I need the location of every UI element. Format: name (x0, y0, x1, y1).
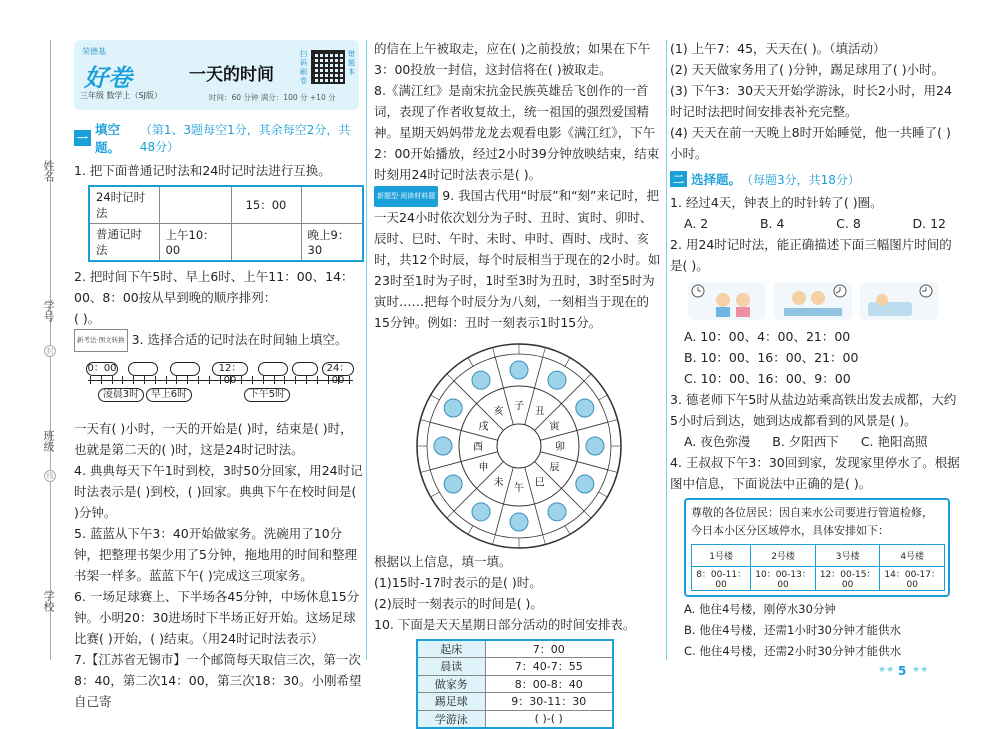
timeline-tick (252, 376, 253, 384)
table-cell[interactable] (159, 186, 231, 224)
section-choice (670, 170, 960, 188)
water-notice (684, 498, 950, 597)
timeline-label: 12：00 (212, 362, 248, 376)
zodiac-animal-icon (548, 503, 566, 521)
question-10: 10. 下面是天天星期日部分活动的时间安排表。 (374, 617, 636, 632)
question-6: 6. 一场足球赛上、下半场各45分钟，中场休息15分钟。小明20：30进场时下半场正好开始。这场足球比赛( )开始，( )结束。（用24时记时法表示） (74, 589, 360, 646)
table-cell: 8：00-8：40 (485, 675, 613, 693)
option[interactable]: C. 8 (836, 216, 861, 231)
table-cell: 学游泳 (417, 710, 485, 728)
column-2 (374, 38, 664, 729)
kids-picture-2 (774, 282, 852, 320)
timeline-tick (133, 376, 134, 384)
question-10-sub1: (1) 上午7：45，天天在( )。（填活动） (670, 41, 886, 56)
water-schedule-table (691, 544, 945, 591)
table-cell: 14：00-17：00 (880, 567, 945, 591)
zodiac-animal-icon (510, 361, 528, 379)
page-number: 5 (898, 664, 907, 678)
question-3 (74, 329, 364, 352)
zodiac-animal-icon (576, 399, 594, 417)
timeline-tick (295, 376, 296, 384)
column-divider (666, 40, 667, 660)
clock-icon (774, 282, 852, 320)
timeline-tick (90, 376, 91, 384)
column-divider (366, 40, 367, 660)
option[interactable]: C. 艳阳高照 (860, 434, 928, 449)
table-cell: 上午10：00 (159, 224, 231, 262)
timeline-tick (155, 376, 156, 384)
timeline-tick (187, 376, 188, 384)
table-cell: 24时记时法 (89, 186, 159, 224)
timeline-tick (122, 376, 123, 384)
zodiac-animal-icon (576, 475, 594, 493)
seal-mark: 封 (44, 345, 56, 357)
kids-picture-1 (688, 282, 766, 320)
brand-logo: 好卷 (84, 63, 132, 92)
shichen-label: 午 (514, 483, 524, 494)
question-1: 1. 把下面普通记时法和24时记时法进行互换。 (74, 163, 331, 178)
table-cell: 2号楼 (751, 545, 816, 567)
timeline-label: 24：00 (322, 362, 354, 376)
clock-icon (860, 282, 938, 320)
timeline-tick (209, 376, 210, 384)
shichen-wheel-diagram (414, 341, 624, 551)
grade-label: 三年级 数学上（SJ版） (80, 91, 162, 100)
table-cell: 晨读 (417, 658, 485, 676)
timeline-tick (144, 376, 145, 384)
choice-1: 1. 经过4天，钟表上的时针转了( )圈。 (670, 195, 883, 210)
timeline-tick (166, 376, 167, 384)
table-row (417, 658, 613, 676)
question-7: 7.【江苏省无锡市】一个邮筒每天取信三次，第一次8：40，第二次14：00，第三次18：30。小刚希望自己寄 (74, 652, 362, 709)
shichen-label: 辰 (549, 462, 560, 474)
choice-4-options (670, 599, 960, 662)
timeline-label: 下午5时 (244, 388, 290, 402)
zodiac-animal-icon (472, 503, 490, 521)
table-cell: 10：00-13：00 (751, 567, 816, 591)
choice-3: 3. 德老师下午5时从盐边站乘高铁出发去成都，大约5小时后到达，她到达成都看到的风景是( )。 (670, 392, 957, 428)
choice-1-options (670, 213, 960, 234)
choice-4: 4. 王叔叔下午3：30回到家，发现家里停水了。根据图中信息，下面说法中正确的是( )。 (670, 455, 960, 491)
table-cell: 4号楼 (880, 545, 945, 567)
table-cell: 15：00 (231, 186, 301, 224)
table-row (89, 224, 363, 262)
question-7-cont: 的信在上午被取走，应在( )之前投放；如果在下午3：00投放一封信，这封信将在( )被取走。 (374, 41, 651, 77)
qr-code-icon[interactable] (311, 50, 345, 84)
wheel-svg (414, 341, 624, 551)
star-decoration-icon: ★★ (878, 665, 895, 675)
question-9-sub2: (2)辰时一刻表示的时间是( )。 (374, 596, 543, 611)
timeline (86, 356, 356, 416)
table-cell: 1号楼 (692, 545, 751, 567)
name-label: 姓名 (42, 160, 55, 182)
timeline-tick (263, 376, 264, 384)
timeline-tick (198, 376, 199, 384)
question-2-blank[interactable]: ( )。 (74, 311, 101, 326)
schedule-table (416, 639, 614, 729)
brand-small: 荣德基 (82, 47, 106, 56)
option[interactable]: B. 4 (759, 216, 785, 231)
zodiac-animal-icon (444, 399, 462, 417)
choice-3-options (670, 431, 960, 452)
section-note: （每题3分，共18分） (741, 172, 860, 187)
shichen-label: 卯 (555, 442, 565, 453)
question-10-sub2: (2) 天天做家务用了( )分钟，踢足球用了( )小时。 (670, 62, 945, 77)
question-9-after: 根据以上信息，填一填。 (374, 554, 512, 569)
table-cell: 起床 (417, 640, 485, 658)
timeline-tick (328, 376, 329, 384)
zodiac-animal-icon (586, 437, 604, 455)
timeline-tick (112, 376, 113, 384)
table-cell: 晚上9：30 (301, 224, 363, 262)
table-cell[interactable] (231, 224, 301, 262)
section-fill-in (74, 120, 364, 156)
timeline-tick (274, 376, 275, 384)
shichen-label: 寅 (549, 421, 560, 433)
page-title: 一天的时间 (189, 65, 274, 85)
choice-2-pictures (688, 282, 960, 322)
table-cell: 12：00-15：00 (815, 567, 880, 591)
table-cell[interactable] (301, 186, 363, 224)
shichen-label: 申 (478, 462, 489, 474)
question-5: 5. 蓝蓝从下午3：40开始做家务。洗碗用了10分钟，把整理书架少用了5分钟，拖地用的时间和整理书架一样多。蓝蓝下午( )完成这三项家务。 (74, 526, 357, 583)
option[interactable]: C. 10：00、16：00、9：00 (684, 371, 851, 386)
shichen-label: 巳 (534, 477, 545, 489)
zodiac-animal-icon (548, 371, 566, 389)
question-badge: 新考法·图文转换 (74, 329, 128, 352)
section-title: 填空题。 (95, 122, 121, 155)
school-label: 学校 (42, 590, 55, 612)
table-row (89, 186, 363, 224)
timeline-tick (101, 376, 102, 384)
shichen-label: 戌 (478, 421, 489, 433)
section-title: 选择题。 (691, 172, 742, 187)
table-row (692, 545, 945, 567)
timeline-tick (306, 376, 307, 384)
timeline-label: 凌晨3时 (98, 388, 144, 402)
timeline-tick (349, 376, 350, 384)
question-9 (374, 185, 664, 333)
table-cell: 8：00-11：00 (692, 567, 751, 591)
timeline-tick (317, 376, 318, 384)
shichen-label: 亥 (493, 406, 504, 418)
star-decoration-icon: ★★ (912, 665, 929, 675)
timeline-tick (176, 376, 177, 384)
time-info: 时间：60 分钟 满分：100 分 +10 分 (209, 93, 336, 102)
zodiac-animal-icon (472, 371, 490, 389)
choice-2-options (670, 326, 960, 389)
table-cell: 3号楼 (815, 545, 880, 567)
option[interactable]: B. 10：00、16：00、21：00 (684, 350, 859, 365)
zodiac-animal-icon (444, 475, 462, 493)
timeline-blank[interactable] (258, 362, 288, 376)
table-row (417, 640, 613, 658)
timeline-blank[interactable] (292, 362, 318, 376)
notice-text: 尊敬的各位居民：因自来水公司要进行管道检修，今日本小区分区域停水，具体安排如下： (691, 506, 933, 537)
table-row (692, 567, 945, 591)
table-cell: 9：30-11：30 (485, 693, 613, 711)
question-9-sub1: (1)15时-17时表示的是( )时。 (374, 575, 542, 590)
section-number: 二 (670, 171, 687, 187)
table-cell: 踢足球 (417, 693, 485, 711)
table-row (417, 710, 613, 728)
kids-picture-3 (860, 282, 938, 320)
question-8: 8.《满江红》是南宋抗金民族英雄岳飞创作的一首词，表现了作者收复故土，统一祖国的强烈爱国精神。星期天妈妈带龙龙去观看电影《满江红》，下午2：00开始播放，经过2小时39分钟放映结束，结束时刻用24时记时法表示是( )。 (374, 83, 660, 182)
table-cell: 7：40-7：55 (485, 658, 613, 676)
option[interactable]: C. 他住4号楼，还需2小时30分钟才能供水 (684, 644, 902, 658)
question-9-text: 9. 我国古代用“时辰”和“刻”来记时，把一天24小时依次划分为子时、丑时、寅时、卯时、辰时、巳时、午时、未时、申时、酉时、戌时、亥时，共12个时辰，每个时辰相当于现在的2小时。如23时至1时为子时，1时至3时为丑时，3时至5时为寅时……把每个时辰分为八刻，一刻相当于现在的15分钟。例如：丑时一刻表示1时15分。 (374, 188, 661, 330)
student-id-label: 学号 (42, 300, 55, 322)
line-mark: 线 (44, 470, 56, 482)
zodiac-animal-icon (434, 437, 452, 455)
question-3-text: 3. 选择合适的记时法在时间轴上填空。 (131, 332, 348, 347)
table-cell: 7：00 (485, 640, 613, 658)
timeline-blank[interactable] (128, 362, 158, 376)
timeline-tick (284, 376, 285, 384)
class-label: 班级 (42, 430, 55, 452)
option[interactable]: A. 他住4号楼，刚停水30分钟 (684, 602, 836, 616)
question-10-sub4: (4) 天天在前一天晚上8时开始睡觉，他一共睡了( )小时。 (670, 125, 951, 161)
question-2: 2. 把时间下午5时、早上6时、上午11：00、14：00、8：00按从早到晚的顺序排列： (74, 269, 354, 305)
timeline-label: 早上6时 (146, 388, 192, 402)
question-3-text2: 一天有( )小时，一天的开始是( )时，结束是( )时，也就是第二天的( )时，这是24时记时法。 (74, 421, 353, 457)
question-badge: 新题型·阅读材料题 (374, 186, 438, 207)
option[interactable]: A. 10：00、4：00、21：00 (684, 329, 851, 344)
timeline-label: 0：00 (87, 363, 117, 374)
question-10-sub3: (3) 下午3：30天天开始学游泳，时长2小时，用24时记时法把时间安排表补充完整。 (670, 83, 952, 119)
shichen-label: 未 (493, 477, 504, 489)
option[interactable]: A. 夜色弥漫 (684, 434, 751, 449)
option[interactable]: B. 他住4号楼，还需1小时30分钟才能供水 (684, 623, 901, 637)
question-4: 4. 典典每天下午1时到校，3时50分回家，用24时记时法表示是( )到校，( )回家。典典下午在校时间是( )分钟。 (74, 463, 363, 520)
clock-icon (688, 282, 766, 320)
time-conversion-table (88, 185, 364, 262)
shichen-label: 子 (514, 401, 524, 412)
table-cell[interactable]: ( )-( ) (485, 710, 613, 728)
choice-2: 2. 用24时记时法，能正确描述下面三幅图片时间的是( )。 (670, 237, 952, 273)
shichen-label: 丑 (534, 406, 545, 418)
section-number: 一 (74, 130, 91, 146)
column-1 (74, 114, 364, 712)
qr-left-label: 扫码刷卷 (300, 50, 307, 85)
table-cell: 做家务 (417, 675, 485, 693)
page-header (74, 40, 359, 110)
table-cell: 普通记时法 (89, 224, 159, 262)
timeline-tick (241, 376, 242, 384)
timeline-tick (220, 376, 221, 384)
table-row (417, 693, 613, 711)
qr-right-label: 错题本 (348, 50, 355, 76)
table-row (417, 675, 613, 693)
column-3 (670, 38, 960, 662)
shichen-label: 酉 (473, 442, 483, 453)
option[interactable]: D. 12 (912, 216, 946, 231)
binding-margin (0, 0, 68, 711)
option[interactable]: B. 夕阳西下 (772, 434, 839, 449)
zodiac-animal-icon (510, 513, 528, 531)
timeline-blank[interactable] (170, 362, 200, 376)
option[interactable]: A. 2 (684, 216, 709, 231)
section-note: （第1、3题每空1分，其余每空2分，共48分） (139, 123, 351, 154)
